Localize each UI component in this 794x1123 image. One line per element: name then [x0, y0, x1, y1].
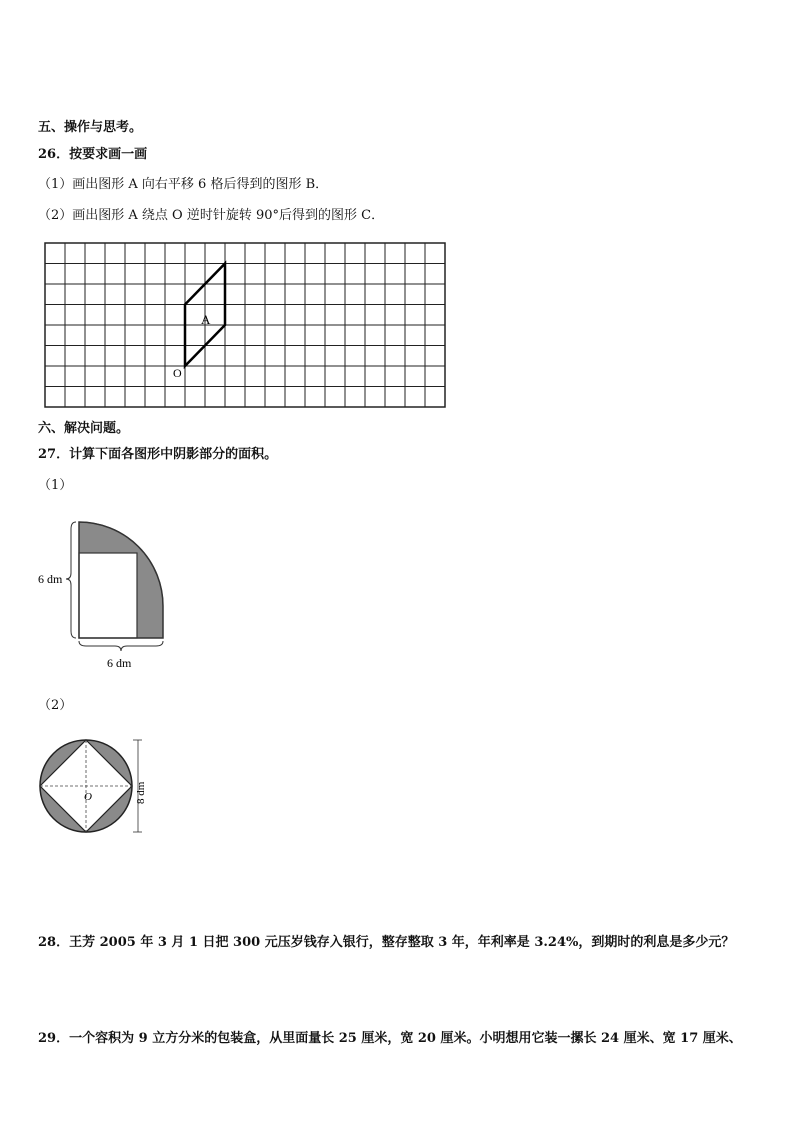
question-26-title: 26．按要求画一画	[38, 147, 148, 162]
shape-a-label: A	[201, 312, 211, 327]
question-27-title: 27．计算下面各图形中阴影部分的面积。	[38, 447, 278, 462]
question-28: 28．王芳 2005 年 3 月 1 日把 300 元压岁钱存入银行，整存整取 3 年，年利率是 3.24%，到期时的利息是多少元？	[38, 935, 735, 950]
quarter-circle-figure	[36, 515, 176, 675]
height-label: 6 dm	[38, 572, 63, 586]
inner-square	[79, 553, 137, 638]
section-heading-5: 五、操作与思考。	[38, 120, 143, 135]
question-26-part1: （1）画出图形 A 向右平移 6 格后得到的图形 B．	[38, 177, 329, 192]
height-brace	[66, 522, 76, 638]
grid-lines	[45, 243, 445, 407]
question-27-part1-label: （1）	[38, 478, 73, 493]
center-o-label: O	[84, 791, 92, 803]
section-heading-6: 六、解决问题。	[38, 421, 130, 436]
width-label: 6 dm	[107, 656, 132, 670]
question-29: 29．一个容积为 9 立方分米的包装盒，从里面量长 25 厘米，宽 20 厘米。小明想用它装一摞长 24 厘米、宽 17 厘米、	[38, 1031, 742, 1046]
point-o-label: O	[173, 366, 182, 380]
question-27-part2-label: （2）	[38, 698, 73, 713]
width-brace	[79, 641, 163, 651]
circle-square-figure	[36, 728, 151, 848]
question-26-part2: （2）画出图形 A 绕点 O 逆时针旋转 90°后得到的图形 C．	[38, 208, 385, 223]
diameter-label: 8 dm	[135, 781, 147, 804]
translation-grid	[40, 240, 450, 412]
